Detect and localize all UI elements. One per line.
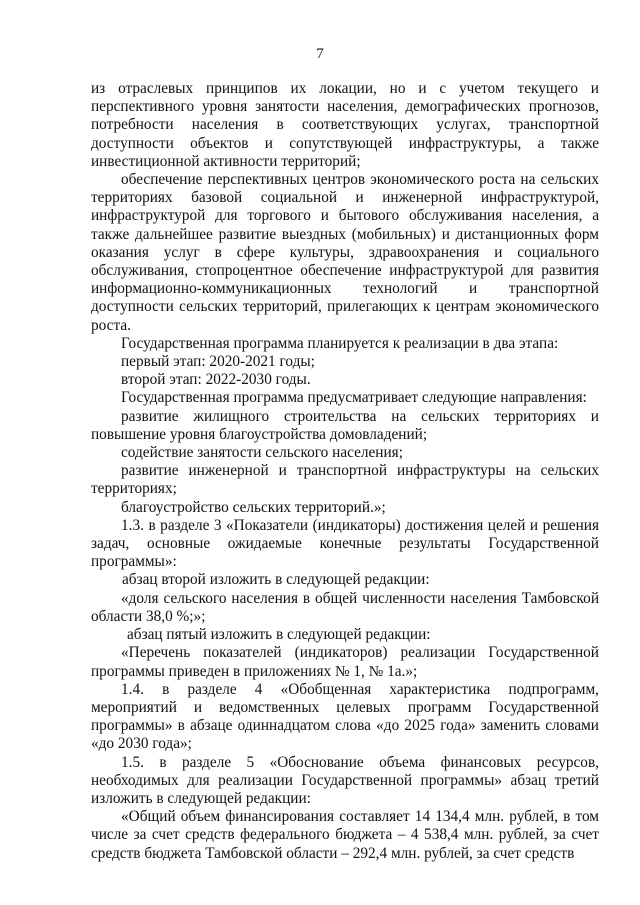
paragraph: «доля сельского населения в общей численности населения Тамбовской области 38,0 %;»; — [91, 589, 599, 625]
paragraph: первый этап: 2020-2021 годы; — [121, 353, 315, 371]
paragraph: обеспечение перспективных центров экономического роста на сельских территориях базовой социальной и инженерной инфраструктурой, инфраструктурой для торгового и бытового обслуживания населения, а также дальнейшее развитие выездных (мобильных) и дистанционных форм оказания услуг в сфере культуры, здравоохранения и социального обслуживания, стопроцентное обеспечение инфраструктурой для развития информационно-коммуникационных технологий и транспортной доступности сельских территорий, прилегающих к центрам экономического роста. — [91, 171, 599, 334]
paragraph: абзац второй изложить в следующей редакции: — [122, 571, 430, 589]
paragraph: из отраслевых принципов их локации, но и с учетом текущего и перспективного уровня занятости населения, демографических прогнозов, потребности населения в соответствующих услугах, транспортной доступности объектов и сопутствующей инфраструктуры, а также инвестиционной активности территорий; — [91, 80, 599, 170]
page-number: 7 — [316, 46, 324, 62]
paragraph: «Общий объем финансирования составляет 14 134,4 млн. рублей, в том числе за счет средств федерального бюджета – 4 538,4 млн. рублей, за счет средств бюджета Тамбовской области – 292,4 млн. рублей, за счет средств — [91, 808, 599, 862]
paragraph: 1.5. в разделе 5 «Обоснование объема финансовых ресурсов, необходимых для реализации Государственной программы» абзац третий изложить в следующей редакции: — [91, 753, 599, 807]
document-body — [91, 80, 599, 863]
paragraph: Государственная программа предусматривает следующие направления: — [121, 389, 587, 407]
paragraph: 1.4. в разделе 4 «Обобщенная характеристика подпрограмм, мероприятий и ведомственных целевых программ Государственной программы» в абзаце одиннадцатом слова «до 2025 года» заменить словами «до 2030 года»; — [91, 680, 599, 753]
paragraph: «Перечень показателей (индикаторов) реализации Государственной программы приведен в приложениях № 1, № 1а.»; — [91, 644, 599, 680]
paragraph: 1.3. в разделе 3 «Показатели (индикаторы) достижения целей и решения задач, основные ожидаемые конечные результаты Государственной программы»: — [91, 516, 599, 571]
paragraph: абзац пятый изложить в следующей редакции: — [127, 626, 431, 644]
paragraph: второй этап: 2022-2030 годы. — [121, 371, 311, 389]
paragraph: благоустройство сельских территорий.»; — [121, 498, 386, 516]
paragraph: содействие занятости сельского населения; — [121, 444, 403, 462]
paragraph: Государственная программа планируется к реализации в два этапа: — [121, 334, 559, 352]
paragraph: развитие жилищного строительства на сельских территориях и повышение уровня благоустройства домовладений; — [91, 407, 599, 443]
paragraph: развитие инженерной и транспортной инфраструктуры на сельских территориях; — [91, 462, 599, 498]
